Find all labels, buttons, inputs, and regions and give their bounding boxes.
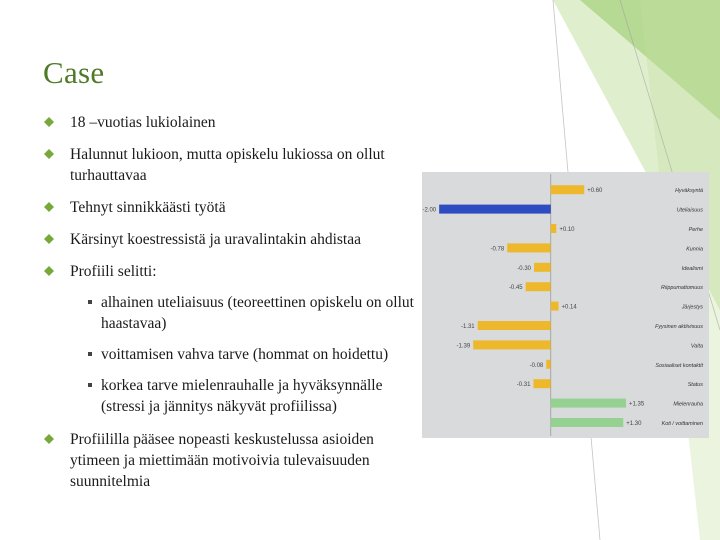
sub-bullet-item xyxy=(44,292,424,334)
bullet-item xyxy=(44,229,424,250)
value-label: +0.14 xyxy=(561,304,577,311)
sub-bullet-text: korkea tarve mielenrauhalle ja hyväksynnälle (stressi ja jännitys näkyvät profiilissa) xyxy=(101,377,383,415)
profile-bar-chart xyxy=(422,172,709,438)
bullet-text: Profiililla pääsee nopeasti keskustelussa asioiden ytimeen ja miettimään motivoivia tulevaisuuden suunnitelmia xyxy=(70,431,374,490)
bar xyxy=(551,418,624,427)
bar xyxy=(534,263,551,272)
bar xyxy=(546,360,550,369)
sub-bullet-text: alhainen uteliaisuus (teoreettinen opiskelu on ollut haastavaa) xyxy=(101,294,414,332)
bullet-item xyxy=(44,429,424,492)
diamond-bullet-icon xyxy=(44,434,54,444)
value-label: -0.08 xyxy=(529,362,544,369)
square-bullet-icon xyxy=(88,352,92,356)
category-label: Koti / voittaminen xyxy=(661,421,703,427)
bar xyxy=(551,302,559,311)
bar xyxy=(551,399,626,408)
category-label: Kunnia xyxy=(686,246,703,253)
value-label: +1.30 xyxy=(626,421,642,427)
bar xyxy=(533,379,550,388)
value-label: -1.31 xyxy=(460,324,475,330)
bullet-item xyxy=(44,112,424,133)
bullet-list xyxy=(44,112,424,492)
bar xyxy=(473,340,551,349)
value-label: +0.10 xyxy=(559,227,575,233)
sub-bullet-text: voittamisen vahva tarve (hommat on hoidettu) xyxy=(101,346,389,363)
category-label: Valta xyxy=(690,343,703,350)
sub-bullet-item xyxy=(44,375,424,417)
bullet-item xyxy=(44,261,424,282)
bar xyxy=(478,321,551,330)
diamond-bullet-icon xyxy=(44,149,54,159)
value-label: +0.60 xyxy=(587,188,603,195)
category-label: Hyväksyntä xyxy=(675,188,703,195)
value-label: -1.39 xyxy=(456,343,471,350)
bullet-text: 18 –vuotias lukiolainen xyxy=(70,114,216,131)
value-label: -0.45 xyxy=(508,285,523,292)
value-label: -0.30 xyxy=(517,265,531,272)
bar xyxy=(507,243,551,252)
diamond-bullet-icon xyxy=(44,234,54,244)
category-label: Perhe xyxy=(688,227,703,233)
diamond-bullet-icon xyxy=(44,117,54,127)
category-label: Järjestys xyxy=(681,304,703,311)
bullet-text: Profiili selitti: xyxy=(70,263,157,280)
category-label: Fyysinen aktiivisuus xyxy=(655,324,703,330)
bullet-item xyxy=(44,144,424,186)
value-label: +1.35 xyxy=(629,401,645,408)
bullet-item xyxy=(44,197,424,218)
category-label: Uteliaisuus xyxy=(676,207,703,214)
value-label: -0.78 xyxy=(490,246,505,253)
bullet-text: Halunnut lukioon, mutta opiskelu lukiossa on ollut turhauttavaa xyxy=(70,146,385,184)
value-label: -0.31 xyxy=(516,382,531,389)
bar xyxy=(526,282,551,291)
bar xyxy=(439,205,551,214)
bullet-text: Tehnyt sinnikkäästi työtä xyxy=(70,199,226,216)
diamond-bullet-icon xyxy=(44,266,54,276)
bar xyxy=(551,224,557,233)
category-label: Mielenrauha xyxy=(673,401,703,408)
slide-title: Case xyxy=(43,55,105,90)
square-bullet-icon xyxy=(88,300,92,304)
bullet-text: Kärsinyt koestressistä ja uravalintakin ahdistaa xyxy=(70,231,361,248)
category-label: Idealismi xyxy=(681,265,703,272)
profile-chart-photo xyxy=(422,172,709,438)
category-label: Status xyxy=(687,382,703,389)
value-label: -2.00 xyxy=(422,207,437,214)
category-label: Sosiaaliset kontaktit xyxy=(655,362,703,369)
sub-bullet-item xyxy=(44,344,424,365)
square-bullet-icon xyxy=(88,383,92,387)
bar xyxy=(551,185,584,194)
diamond-bullet-icon xyxy=(44,202,54,212)
category-label: Riippumattomuus xyxy=(661,285,703,292)
